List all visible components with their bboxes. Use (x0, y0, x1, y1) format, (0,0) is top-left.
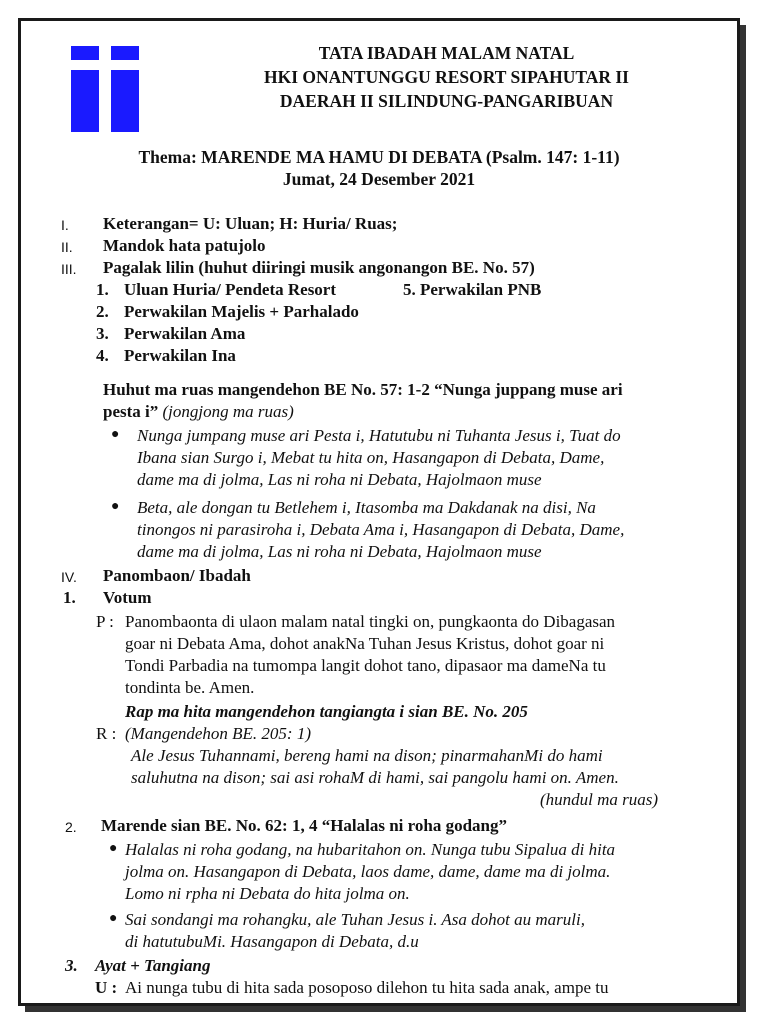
response-text: saluhutna na dison; sai asi rohaM di hami, sai pangolu hami on. Amen. (131, 768, 619, 787)
ayat-u-label: U : (95, 978, 118, 997)
song-instruction: Huhut ma ruas mangendehon BE No. 57: 1-2 “Nunga juppang muse ari (103, 380, 623, 399)
candle-item: Perwakilan Majelis + Parhalado (124, 302, 359, 321)
votum-title: Votum (103, 588, 152, 607)
candle-number: 2. (96, 302, 109, 321)
response-note: (hundul ma ruas) (540, 790, 659, 809)
song-verse-line: Beta, ale dongan tu Betlehem i, Itasomba ma Dakdanak na disi, Na (137, 498, 596, 517)
votum-p-label: P : (96, 612, 114, 631)
header-district: DAERAH II SILINDUNG-PANGARIBUAN (279, 91, 614, 111)
votum-text: Tondi Parbadia na tumompa langit dohot tano, dipasaor ma dameNa tu (125, 656, 606, 675)
ayat-title: Ayat + Tangiang (95, 956, 211, 975)
hymn-line: Sai sondangi ma rohangku, ale Tuhan Jesus i. Asa dohot au maruli, (125, 910, 585, 929)
bullet-icon: ● (109, 841, 118, 856)
bullet-icon: ● (109, 911, 118, 926)
theme-line: Thema: MARENDE MA HAMU DI DEBATA (Psalm. 147: 1-11) (138, 147, 620, 167)
hymn-line: Lomo ni rpha ni Debata do hita jolma on. (125, 884, 410, 903)
roman-numeral: II. (61, 239, 73, 255)
church-logo (71, 46, 139, 132)
section-pagalak-lilin: Pagalak lilin (huhut diiringi musik angonangon BE. No. 57) (103, 258, 535, 277)
bullet-icon: ● (111, 499, 120, 514)
ayat-number: 3. (65, 956, 78, 975)
song-verse-line: Nunga jumpang muse ari Pesta i, Hatutubu ni Tuhanta Jesus i, Tuat do (137, 426, 621, 445)
hymn-line: Halalas ni roha godang, na hubaritahon on. Nunga tubu Sipalua di hita (125, 840, 616, 859)
votum-r-label: R : (96, 724, 117, 743)
marende-number: 2. (65, 819, 77, 835)
song-instruction-cont (103, 401, 294, 423)
marende-title: Marende sian BE. No. 62: 1, 4 “Halalas ni roha godang” (101, 816, 508, 835)
ayat-text: Ai nunga tubu di hita sada posoposo dilehon tu hita sada anak, ampe tu (125, 978, 609, 997)
votum-text: Panombaonta di ulaon malam natal tingki on, pungkaonta do Dibagasan (125, 612, 616, 631)
candle-item: Perwakilan Ina (124, 346, 236, 365)
candle-item: Uluan Huria/ Pendeta Resort (124, 280, 337, 299)
song-verse-line: tinongos ni parasiroha i, Debata Ama i, Hasangapon di Debata, Dame, (137, 520, 625, 539)
song-verse-line: dame ma di jolma, Las ni roha ni Debata, Hajolmaon muse (137, 470, 542, 489)
candle-number: 4. (96, 346, 109, 365)
candle-number: 1. (96, 280, 109, 299)
header-church: HKI ONANTUNGGU RESORT SIPAHUTAR II (264, 67, 629, 87)
header-title: TATA IBADAH MALAM NATAL (318, 43, 575, 63)
response-reference: (Mangendehon BE. 205: 1) (125, 724, 312, 743)
candle-item: 5. Perwakilan PNB (403, 280, 542, 299)
song-verse-line: Ibana sian Surgo i, Mebat tu hita on, Hasangapon di Debata, Dame, (137, 448, 605, 467)
votum-text: goar ni Debata Ama, dohot anakNa Tuhan Jesus Kristus, dohot goar ni (125, 634, 605, 653)
votum-text: tondinta be. Amen. (125, 678, 255, 697)
section-keterangan: Keterangan= U: Uluan; H: Huria/ Ruas; (103, 214, 398, 233)
rap-instruction: Rap ma hita mangendehon tangiangta i sian BE. No. 205 (125, 702, 528, 721)
bullet-icon: ● (111, 427, 120, 442)
song-direction: (jongjong ma ruas) (158, 402, 294, 421)
votum-number: 1. (63, 588, 76, 607)
roman-numeral: IV. (61, 569, 77, 585)
roman-numeral: I. (61, 217, 69, 233)
page-frame (18, 18, 740, 1006)
candle-item: Perwakilan Ama (124, 324, 246, 343)
section-panombaon: Panombaon/ Ibadah (103, 566, 251, 585)
roman-numeral: III. (61, 261, 77, 277)
song-title-end: pesta i” (103, 402, 159, 421)
section-mandok-hata: Mandok hata patujolo (103, 236, 266, 255)
candle-number: 3. (96, 324, 109, 343)
hymn-line: di hatutubuMi. Hasangapon di Debata, d.u (125, 932, 419, 951)
song-verse-line: dame ma di jolma, Las ni roha ni Debata, Hajolmaon muse (137, 542, 542, 561)
response-text: Ale Jesus Tuhannami, bereng hami na dison; pinarmahanMi do hami (131, 746, 603, 765)
date-line: Jumat, 24 Desember 2021 (282, 169, 476, 189)
hymn-line: jolma on. Hasangapon di Debata, laos dame, dame, dame ma di jolma. (125, 862, 611, 881)
